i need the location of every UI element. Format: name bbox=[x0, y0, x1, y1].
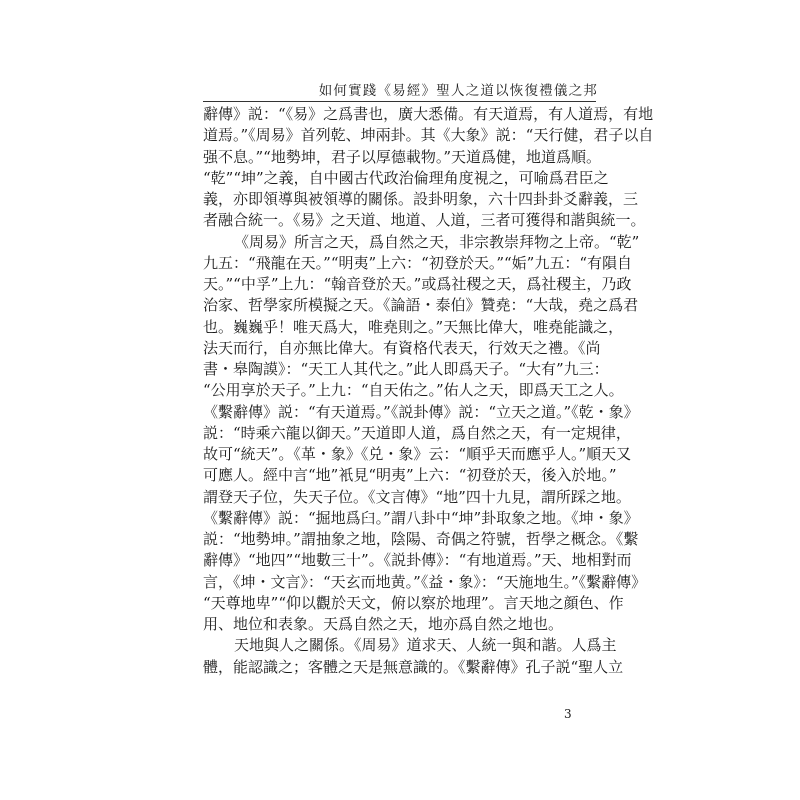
text-line-paragraph-start: 《周易》所言之天，爲自然之天，非宗教崇拜物之上帝。“乾” bbox=[234, 232, 640, 251]
text-line: “乾”“坤”之義，自中國古代政治倫理角度視之，可喻爲君臣之 bbox=[203, 168, 609, 187]
text-line: 治家、哲學家所模擬之天。《論語・泰伯》贊堯：“大哉，堯之爲君 bbox=[203, 296, 639, 315]
text-line: 書・皋陶謨》：“天工人其代之。”此人即爲天子。“大有”九三： bbox=[203, 360, 609, 378]
text-line: 《繫辭傳》説：“掘地爲臼。”謂八卦中“坤”卦取象之地。《坤・象》 bbox=[203, 508, 639, 527]
text-line: 體，能認識之；客體之天是無意識的。《繫辭傳》孔子説“聖人立 bbox=[203, 657, 624, 676]
text-line: 九五：“飛龍在天。”“明夷”上六：“初登於天。”“姤”九五：“有隕自 bbox=[203, 253, 633, 272]
page-number: 3 bbox=[564, 707, 572, 721]
text-line: 説：“地勢坤。”謂抽象之地，陰陽、奇偶之符號，哲學之概念。《繫 bbox=[203, 530, 639, 548]
text-line: 也。巍巍乎！唯天爲大，唯堯則之。”天無比偉大，唯堯能識之， bbox=[203, 317, 624, 336]
header-rule bbox=[203, 101, 596, 102]
text-line: 故可“統天”。《革・象》《兑・象》云：“順乎天而應乎人。”順天又 bbox=[203, 445, 632, 463]
running-head-title: 如何實踐《易經》聖人之道以恢復禮儀之邦 bbox=[318, 83, 598, 99]
text-line: 言，《坤・文言》：“天玄而地黄。”《益・象》：“天施地生。”《繫辭傳》 bbox=[203, 572, 647, 591]
text-line: 《繫辭傳》説：“有天道焉。”《説卦傳》説：“立天之道。”《乾・象》 bbox=[203, 402, 639, 421]
text-line: 辭傳》説：“《易》之爲書也，廣大悉備。有天道焉，有人道焉，有地 bbox=[203, 105, 654, 123]
text-line-paragraph-end: 用、地位和表象。天爲自然之天，地亦爲自然之地也。 bbox=[203, 615, 564, 633]
text-line: “天尊地卑”“仰以觀於天文，俯以察於地理”。言天地之顔色、作 bbox=[203, 593, 624, 612]
text-line: 者融合統一。《易》之天道、地道、人道，三者可獲得和諧與統一。 bbox=[203, 211, 646, 230]
text-line: 辭傳》“地四”“地數三十”。《説卦傳》：“有地道焉。”天、地相對而 bbox=[203, 551, 632, 570]
text-line-paragraph-start: 天地與人之關係。《周易》道求天、人統一與和諧。人爲主 bbox=[234, 636, 617, 655]
body-text bbox=[203, 104, 654, 678]
text-line: 道焉。”《周易》首列乾、坤兩卦。其《大象》説：“天行健，君子以自 bbox=[203, 126, 654, 145]
text-line: 强不息。”“地勢坤，君子以厚德載物。”天道爲健，地道爲順。 bbox=[203, 147, 602, 166]
text-line: 可應人。經中言“地”衹見“明夷”上六：“初登於天，後入於地。” bbox=[203, 466, 617, 485]
text-line: 謂登天子位，失天子位。《文言傳》“地”四十九見，謂所踩之地。 bbox=[203, 487, 631, 506]
text-line: “公用享於天子。”上九：“自天佑之。”佑人之天，即爲天工之人。 bbox=[203, 381, 624, 400]
text-line: 天。”“中孚”上九：“翰音登於天。”或爲社稷之天，爲社稷主，乃政 bbox=[203, 275, 632, 293]
text-line: 説：“時乘六龍以御天。”天道即人道，爲自然之天，有一定規律， bbox=[203, 423, 631, 442]
text-line: 義，亦即領導與被領導的關係。設卦明象，六十四卦卦爻辭義，三 bbox=[203, 190, 639, 208]
text-line: 法天而行，自亦無比偉大。有資格代表天，行效天之禮。《尚 bbox=[203, 338, 601, 357]
